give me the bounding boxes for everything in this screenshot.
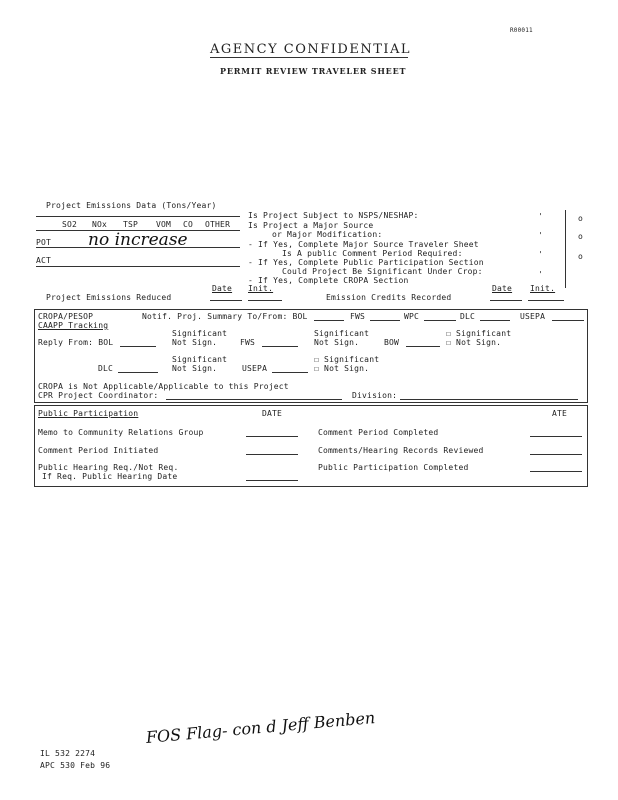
act-rule — [36, 266, 240, 267]
pot-handwritten-value: no increase — [88, 230, 188, 250]
notif-bol-field — [314, 320, 344, 321]
notif-dlc-label: DLC — [460, 312, 476, 321]
instruction-cropa: - If Yes, Complete CROPA Section — [248, 276, 409, 285]
comment-completed-label: Comment Period Completed — [318, 428, 439, 437]
answer-circle-1: o — [578, 214, 583, 223]
reply-usepa-significant: ☐ Significant — [314, 355, 380, 364]
question-major-source: Is Project a Major Source — [248, 221, 374, 230]
answer-circle-3: o — [578, 252, 583, 261]
col-so2: SO2 — [62, 220, 78, 229]
col-co: CO — [183, 220, 194, 229]
reply-fws-field — [262, 346, 298, 347]
reply-fws-significant: Significant — [314, 329, 370, 338]
hearing-date-field — [246, 480, 298, 481]
emissions-heading: Project Emissions Data (Tons/Year) — [46, 201, 217, 210]
answer-tick-3: ' — [538, 250, 543, 259]
question-nsps: Is Project Subject to NSPS/NESHAP: — [248, 211, 419, 220]
reply-fws-notsign: Not Sign. — [314, 338, 360, 347]
reply-bow-significant: ☐ Significant — [446, 329, 512, 338]
reductions-init-field — [248, 300, 282, 301]
document-code: R00011 — [510, 27, 533, 34]
reply-bow-label: BOW — [384, 338, 400, 347]
coordinator-field — [166, 399, 342, 400]
reply-dlc-field — [118, 372, 158, 373]
reductions-label: Project Emissions Reduced — [46, 293, 172, 302]
form-revision: APC 530 Feb 96 — [40, 761, 111, 770]
notif-usepa-field — [552, 320, 584, 321]
records-reviewed-date — [530, 454, 582, 455]
public-heading: Public Participation — [38, 409, 139, 418]
reply-usepa-notsign: ☐ Not Sign. — [314, 364, 370, 373]
instruction-public-participation: - If Yes, Complete Public Participation Section — [248, 258, 484, 267]
notif-fws-field — [370, 320, 400, 321]
question-comment-period: Is A public Comment Period Required: — [282, 249, 463, 258]
participation-completed-date — [530, 471, 582, 472]
title-underline — [210, 57, 408, 58]
handwritten-note: FOS Flag- con d Jeff Benben — [145, 707, 376, 747]
division-label: Division: — [352, 391, 398, 400]
reply-usepa-field — [272, 372, 308, 373]
answer-bracket — [565, 210, 566, 288]
public-date-col-right: ATE — [552, 409, 568, 418]
reply-bol-notsign: Not Sign. — [172, 338, 218, 347]
notif-fws-label: FWS — [350, 312, 366, 321]
answer-tick-1: ' — [538, 212, 543, 221]
comment-initiated-label: Comment Period Initiated — [38, 446, 159, 455]
reductions-date-field — [210, 300, 242, 301]
participation-completed-label: Public Participation Completed — [318, 463, 469, 472]
cropa-applicability: CROPA is Not Applicable/Applicable to this Project — [38, 382, 289, 391]
page-subtitle: PERMIT REVIEW TRAVELER SHEET — [220, 66, 407, 76]
reply-bol-field — [120, 346, 156, 347]
credits-date-label: Date — [492, 284, 513, 293]
division-field — [400, 399, 578, 400]
reply-bow-notsign: ☐ Not Sign. — [446, 338, 502, 347]
reply-bol-significant: Significant — [172, 329, 228, 338]
col-other: OTHER — [205, 220, 231, 229]
question-crop: Could Project Be Significant Under Crop: — [282, 267, 483, 276]
reply-dlc-label: DLC — [98, 364, 114, 373]
credits-date-field — [490, 300, 522, 301]
memo-community-date — [246, 436, 298, 437]
page-title: AGENCY CONFIDENTIAL — [210, 42, 412, 57]
act-label: ACT — [36, 256, 52, 265]
credits-label: Emission Credits Recorded — [326, 293, 452, 302]
form-id: IL 532 2274 — [40, 749, 96, 758]
hearing-req-label: Public Hearing Req./Not Req. — [38, 463, 179, 472]
answer-circle-2: o — [578, 232, 583, 241]
notif-label: Notif. Proj. Summary To/From: BOL — [142, 312, 308, 321]
reply-dlc-notsign: Not Sign. — [172, 364, 218, 373]
notif-usepa-label: USEPA — [520, 312, 546, 321]
cropa-label: CROPA/PESOP — [38, 312, 94, 321]
pot-label: POT — [36, 238, 52, 247]
answer-tick-2: ' — [538, 231, 543, 240]
notif-dlc-field — [480, 320, 510, 321]
answer-tick-4: ' — [538, 270, 543, 279]
memo-community-label: Memo to Community Relations Group — [38, 428, 204, 437]
public-date-col: DATE — [262, 409, 283, 418]
instruction-major-source: - If Yes, Complete Major Source Traveler Sheet — [248, 240, 479, 249]
comment-completed-date — [530, 436, 582, 437]
notif-wpc-field — [424, 320, 456, 321]
credits-init-field — [528, 300, 564, 301]
question-major-mod: or Major Modification: — [272, 230, 383, 239]
caapp-tracking-label: CAAPP Tracking — [38, 321, 109, 330]
reply-bow-field — [406, 346, 440, 347]
coordinator-label: CPR Project Coordinator: — [38, 391, 159, 400]
notif-wpc-label: WPC — [404, 312, 420, 321]
col-vom: VOM — [156, 220, 172, 229]
hearing-date-label: If Req. Public Hearing Date — [42, 472, 178, 481]
reply-usepa-label: USEPA — [242, 364, 268, 373]
comment-initiated-date — [246, 454, 298, 455]
reply-label: Reply From: BOL — [38, 338, 114, 347]
credits-init-label: Init. — [530, 284, 556, 293]
emissions-rule-top — [36, 216, 240, 217]
records-reviewed-label: Comments/Hearing Records Reviewed — [318, 446, 484, 455]
reductions-date-label: Date — [212, 284, 233, 293]
reductions-init-label: Init. — [248, 284, 274, 293]
pot-rule — [36, 247, 240, 248]
reply-dlc-significant: Significant — [172, 355, 228, 364]
col-nox: NOx — [92, 220, 108, 229]
reply-fws-label: FWS — [240, 338, 256, 347]
col-tsp: TSP — [123, 220, 139, 229]
